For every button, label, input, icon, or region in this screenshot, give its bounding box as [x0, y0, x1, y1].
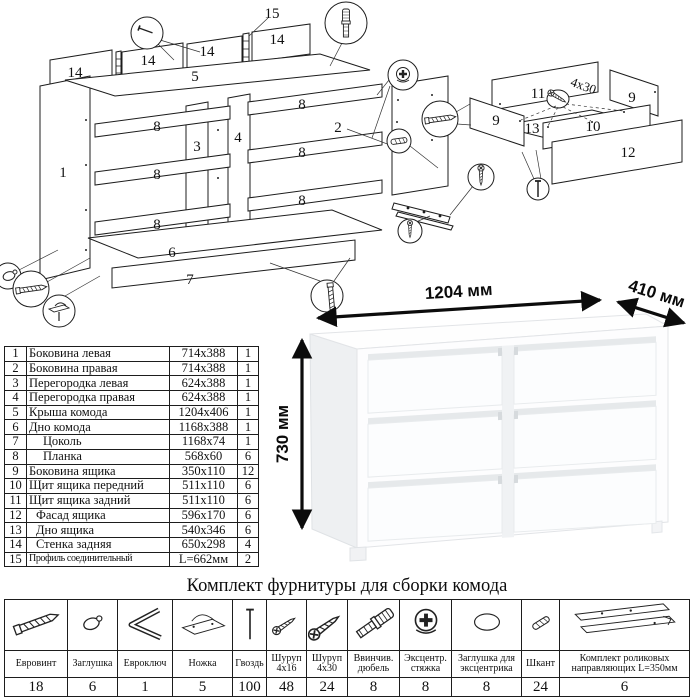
dimensioned-dresser-render	[273, 276, 687, 561]
table-row	[5, 347, 259, 362]
part-size: 511x110	[170, 479, 238, 494]
part-label-14: 14	[140, 53, 156, 69]
hardware-name: Гвоздь	[233, 651, 267, 678]
part-label-12: 12	[620, 145, 636, 161]
part-label-8: 8	[153, 167, 161, 183]
table-row	[5, 537, 259, 552]
cam-lock-icon	[401, 601, 451, 645]
part-size: 650x298	[170, 537, 238, 552]
dresser-left-face	[310, 334, 357, 548]
hardware-qty: 5	[173, 678, 233, 697]
part-label-8: 8	[153, 217, 161, 233]
part-number: 12	[5, 508, 27, 523]
nail-icon	[235, 601, 265, 645]
hardware-qty: 8	[348, 678, 400, 697]
screw-size-label: 4x30	[568, 74, 599, 98]
roller-guide-icon	[563, 601, 687, 645]
table-row	[5, 523, 259, 538]
part-size: 1168x74	[170, 435, 238, 450]
partition-right	[228, 94, 250, 236]
hardware-names-row	[5, 651, 690, 678]
part-name: Боковина правая	[27, 361, 170, 376]
table-row	[5, 508, 259, 523]
part-number: 1	[5, 347, 27, 362]
part-size: 1204x406	[170, 405, 238, 420]
hardware-qty: 1	[118, 678, 173, 697]
part-qty: 6	[238, 449, 259, 464]
wood-screw-long-icon	[308, 601, 347, 645]
part-label-10: 10	[585, 119, 601, 135]
hardware-kit-title: Комплект фурнитуры для сборки комода	[186, 576, 508, 596]
part-size: 714x388	[170, 361, 238, 376]
part-name: Стенка задняя	[27, 537, 170, 552]
part-name: Щит ящика передний	[27, 479, 170, 494]
table-row	[5, 449, 259, 464]
part-qty: 4	[238, 537, 259, 552]
part-qty: 6	[238, 508, 259, 523]
hardware-qty-row	[5, 678, 690, 697]
part-qty: 6	[238, 493, 259, 508]
part-label-3: 3	[193, 139, 201, 155]
hardware-qty: 24	[307, 678, 348, 697]
height-dimension-label: 730 мм	[273, 404, 292, 464]
table-row	[5, 464, 259, 479]
part-size: 511x110	[170, 493, 238, 508]
part-number: 4	[5, 391, 27, 406]
hardware-icons-row	[5, 600, 690, 651]
hardware-name: Эксцентр. стяжка	[400, 651, 452, 678]
part-label-14: 14	[269, 32, 285, 48]
part-name: Профиль соединительный	[27, 552, 170, 567]
dowel-icon	[523, 601, 559, 645]
part-label-9: 9	[628, 90, 636, 106]
part-label-8: 8	[298, 145, 306, 161]
dresser-drawers	[368, 336, 656, 546]
part-label-15: 15	[264, 6, 280, 22]
part-size: 596x170	[170, 508, 238, 523]
plank	[248, 132, 382, 163]
part-label-14: 14	[199, 44, 215, 60]
part-label-13: 13	[524, 121, 540, 137]
plank	[248, 180, 382, 211]
cam-cap-icon	[454, 601, 520, 645]
hardware-qty: 8	[400, 678, 452, 697]
part-name: Дно ящика	[27, 523, 170, 538]
part-qty: 12	[238, 464, 259, 479]
hardware-qty: 24	[522, 678, 560, 697]
part-name: Фасад ящика	[27, 508, 170, 523]
part-number: 9	[5, 464, 27, 479]
part-label-8: 8	[298, 97, 306, 113]
part-name: Перегородка правая	[27, 391, 170, 406]
table-row	[5, 376, 259, 391]
parts-list-table	[4, 346, 259, 567]
part-name: Дно комода	[27, 420, 170, 435]
wood-screw-icon	[268, 601, 306, 645]
hardware-name: Шкант	[522, 651, 560, 678]
hardware-name: Шуруп 4x30	[307, 651, 348, 678]
hardware-name: Евроключ	[118, 651, 173, 678]
plank	[248, 84, 382, 115]
part-qty: 1	[238, 405, 259, 420]
hardware-qty: 100	[233, 678, 267, 697]
part-size: 540x346	[170, 523, 238, 538]
plank	[95, 154, 230, 185]
part-label-2: 2	[334, 120, 342, 136]
part-number: 13	[5, 523, 27, 538]
part-name: Щит ящика задний	[27, 493, 170, 508]
part-name: Перегородка левая	[27, 376, 170, 391]
part-number: 3	[5, 376, 27, 391]
part-qty: 1	[238, 361, 259, 376]
table-row	[5, 479, 259, 494]
part-size: 568x60	[170, 449, 238, 464]
part-name: Крыша комода	[27, 405, 170, 420]
hex-key-icon	[119, 601, 171, 645]
carcass-exploded-view	[40, 24, 453, 288]
hardware-qty: 18	[5, 678, 68, 697]
part-number: 10	[5, 479, 27, 494]
part-size: 714x388	[170, 347, 238, 362]
threaded-dowel-icon	[349, 601, 399, 645]
hardware-name: Шуруп 4x16	[267, 651, 307, 678]
part-number: 15	[5, 552, 27, 567]
table-row	[5, 361, 259, 376]
table-row	[5, 493, 259, 508]
part-label-4: 4	[234, 130, 242, 146]
width-arrow	[318, 300, 600, 318]
cap-icon	[70, 601, 116, 645]
table-row	[5, 420, 259, 435]
part-size: 350x110	[170, 464, 238, 479]
hardware-kit-table	[4, 599, 690, 697]
part-qty: 1	[238, 420, 259, 435]
part-label-14: 14	[67, 65, 83, 81]
part-size: L=662мм	[170, 552, 238, 567]
hardware-name: Заглушка	[68, 651, 118, 678]
table-row	[5, 405, 259, 420]
depth-dimension-label: 410 мм	[626, 275, 688, 312]
part-qty: 2	[238, 552, 259, 567]
hardware-qty: 6	[68, 678, 118, 697]
part-size: 624x388	[170, 376, 238, 391]
part-label-8: 8	[153, 119, 161, 135]
width-dimension-label: 1204 мм	[424, 279, 494, 304]
part-size: 1168x388	[170, 420, 238, 435]
part-qty: 1	[238, 391, 259, 406]
hardware-name: Ножка	[173, 651, 233, 678]
table-row	[5, 391, 259, 406]
part-number: 6	[5, 420, 27, 435]
part-qty: 1	[238, 347, 259, 362]
table-row	[5, 435, 259, 450]
part-label-6: 6	[168, 245, 176, 261]
hardware-name: Ввинчив. дюбель	[348, 651, 400, 678]
dresser-foot	[350, 547, 366, 561]
hardware-qty: 8	[452, 678, 522, 697]
part-label-11: 11	[530, 86, 546, 102]
part-qty: 1	[238, 435, 259, 450]
plank	[95, 106, 230, 137]
part-name: Цоколь	[27, 435, 170, 450]
part-label-8: 8	[298, 193, 306, 209]
table-row	[5, 552, 259, 567]
part-label-9: 9	[492, 113, 500, 129]
part-number: 14	[5, 537, 27, 552]
part-label-1: 1	[59, 165, 67, 181]
threaded-dowel-icon	[342, 9, 350, 37]
part-name: Боковина левая	[27, 347, 170, 362]
part-number: 11	[5, 493, 27, 508]
part-number: 8	[5, 449, 27, 464]
hardware-qty: 6	[560, 678, 690, 697]
foot-icon	[175, 601, 231, 645]
part-number: 2	[5, 361, 27, 376]
part-qty: 6	[238, 523, 259, 538]
part-number: 5	[5, 405, 27, 420]
part-qty: 1	[238, 376, 259, 391]
part-name: Планка	[27, 449, 170, 464]
hardware-name: Комплект роликовых направляющих L=350мм	[560, 651, 690, 678]
confirmat-screw-icon	[7, 601, 65, 645]
hardware-qty: 48	[267, 678, 307, 697]
part-name: Боковина ящика	[27, 464, 170, 479]
part-number: 7	[5, 435, 27, 450]
part-label-7: 7	[186, 272, 194, 288]
hardware-name: Евровинт	[5, 651, 68, 678]
part-size: 624x388	[170, 391, 238, 406]
hardware-name: Заглушка для эксцентрика	[452, 651, 522, 678]
part-label-5: 5	[191, 69, 199, 85]
part-qty: 6	[238, 479, 259, 494]
